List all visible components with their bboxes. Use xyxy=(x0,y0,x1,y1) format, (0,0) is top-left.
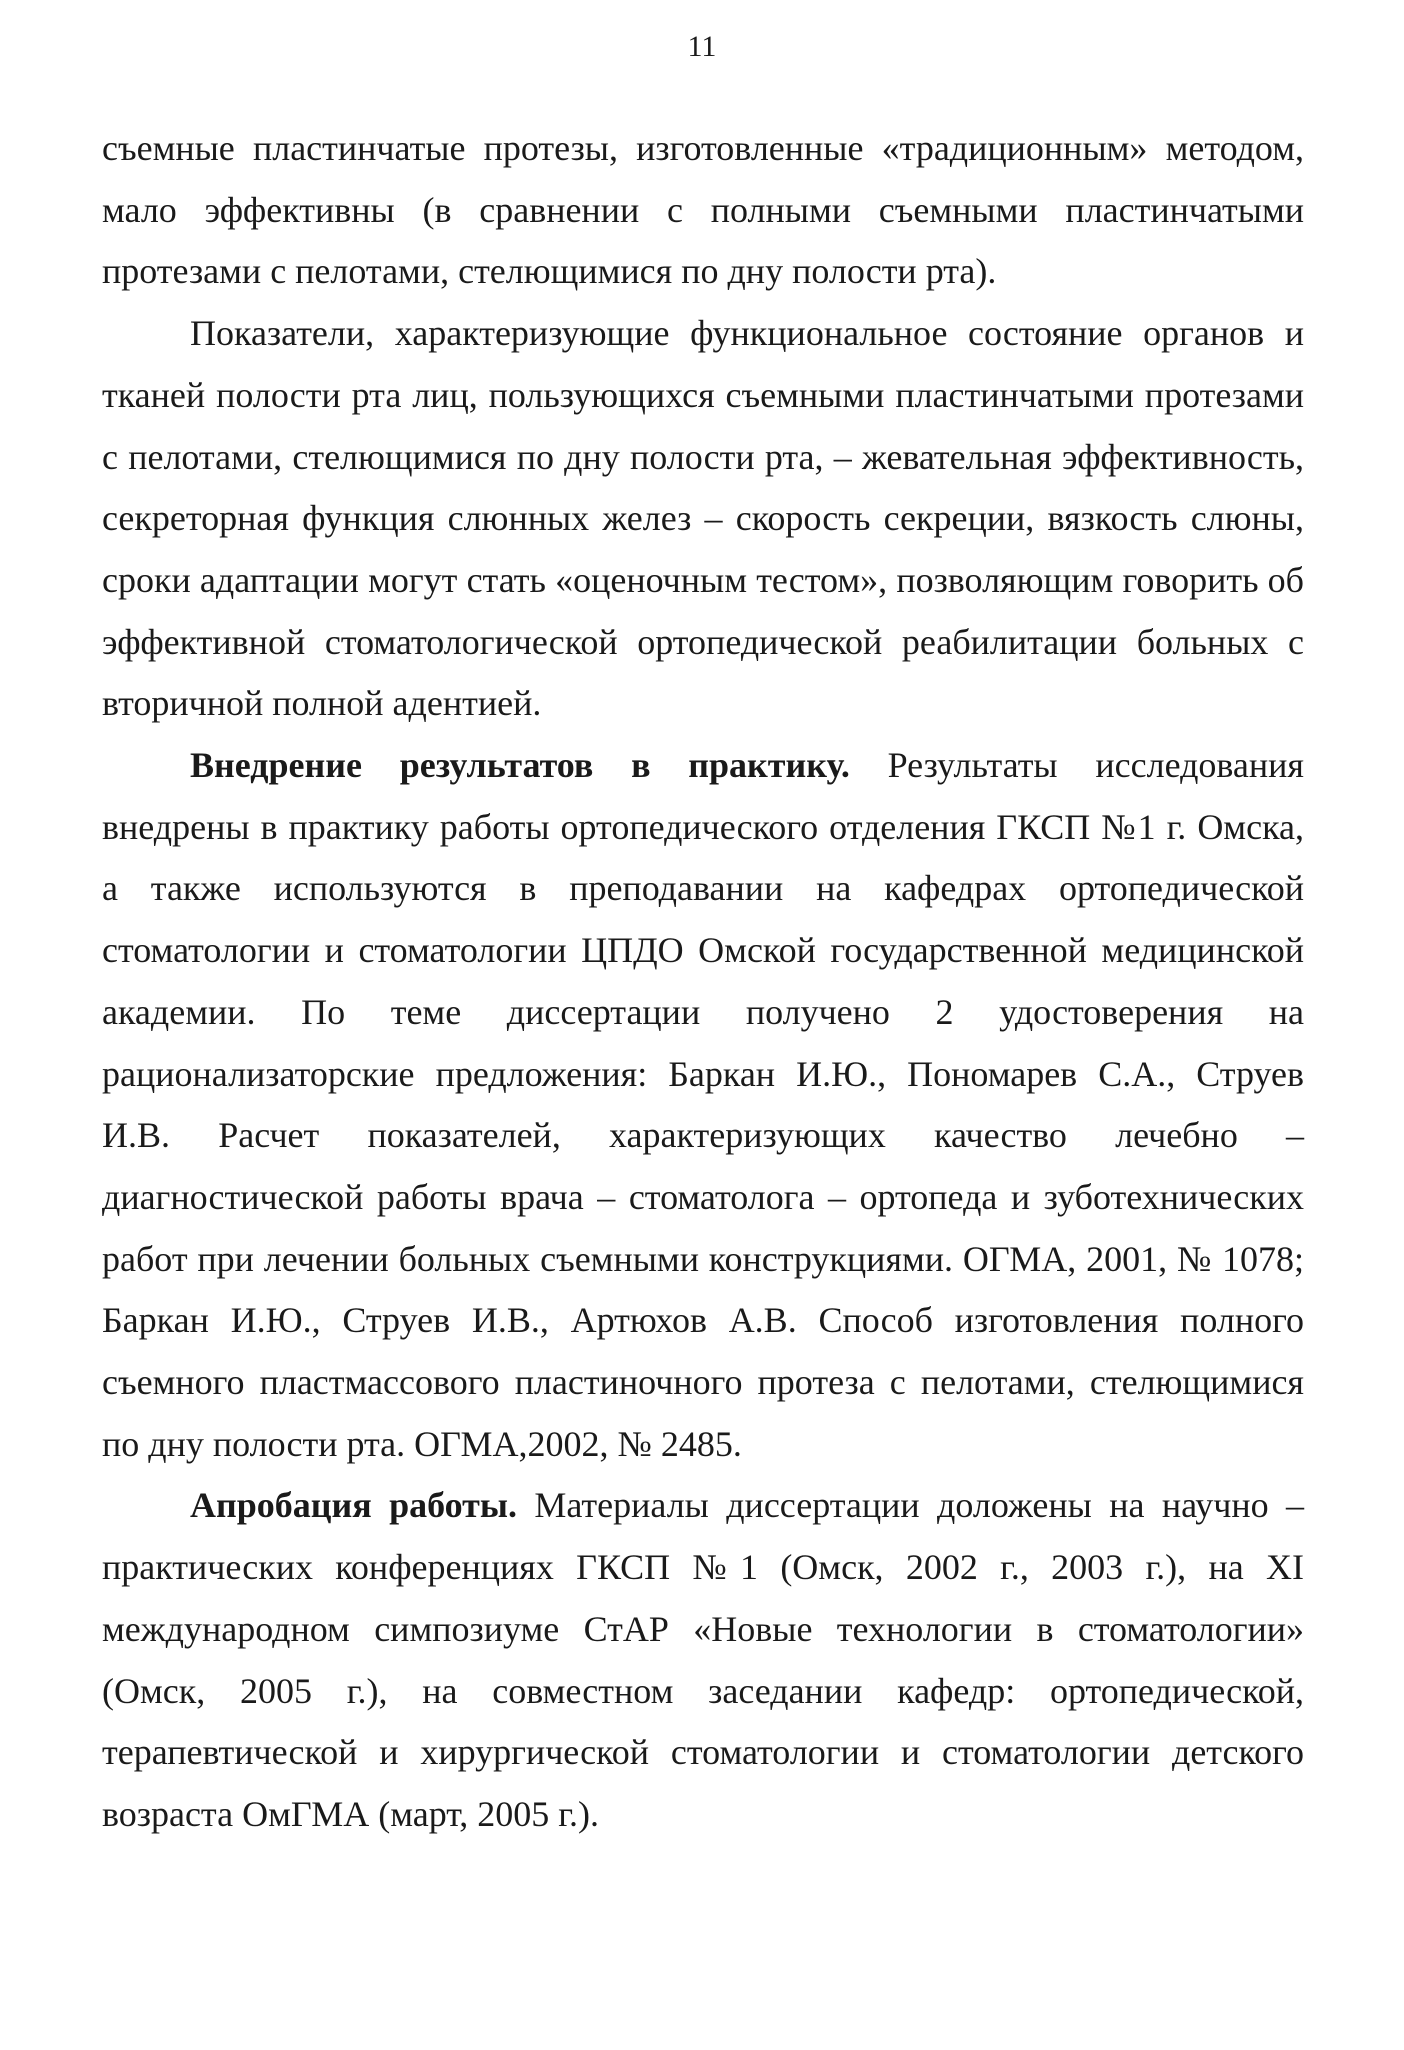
paragraph-2 xyxy=(102,303,1304,735)
paragraph-4-heading: Апробация работы. xyxy=(190,1485,517,1526)
paragraph-1-text: съемные пластинчатые протезы, изготовленные «традиционным» методом, мало эффективны (в сравнении с полными съемными пластинчатыми протезами с пелотами, стелющимися по дну полости рта). xyxy=(102,128,1304,292)
paragraph-3-heading: Внедрение результатов в практику. xyxy=(190,745,850,786)
paragraph-1 xyxy=(102,118,1304,303)
paragraph-3 xyxy=(102,735,1304,1475)
body-text xyxy=(102,118,1304,1846)
paragraph-4 xyxy=(102,1475,1304,1845)
paragraph-3-text: Результаты исследования внедрены в практику работы ортопедического отделения ГКСП №1 г. Омска, а также используются в преподавании на кафедрах ортопедической стоматологии и стоматологии ЦПДО Омской государственной медицинской академии. По теме диссертации получено 2 удостоверения на рационализаторские предложения: Баркан И.Ю., Пономарев С.А., Струев И.В. Расчет показателей, характеризующих качество лечебно – диагностической работы врача – стоматолога – ортопеда и зуботехнических работ при лечении больных съемными конструкциями. ОГМА, 2001, № 1078; Баркан И.Ю., Струев И.В., Артюхов А.В. Способ изготовления полного съемного пластмассового пластиночного протеза с пелотами, стелющимися по дну полости рта. ОГМА,2002, № 2485. xyxy=(102,745,1304,1464)
paragraph-4-text: Материалы диссертации доложены на научно – практических конференциях ГКСП №1 (Омск, 2002 г., 2003 г.), на XI международном симпозиуме СтАР «Новые технологии в стоматологии» (Омск, 2005 г.), на совместном заседании кафедр: ортопедической, терапевтической и хирургической стоматологии и стоматологии детского возраста ОмГМА (март, 2005 г.). xyxy=(102,1485,1304,1834)
page-number: 11 xyxy=(687,30,717,63)
paragraph-2-text: Показатели, характеризующие функциональное состояние органов и тканей полости рта лиц, пользующихся съемными пластинчатыми протезами с пелотами, стелющимися по дну полости рта, – жевательная эффективность, секреторная функция слюнных желез – скорость секреции, вязкость слюны, сроки адаптации могут стать «оценочным тестом», позволяющим говорить об эффективной стоматологической ортопедической реабилитации больных с вторичной полной адентией. xyxy=(102,313,1304,724)
